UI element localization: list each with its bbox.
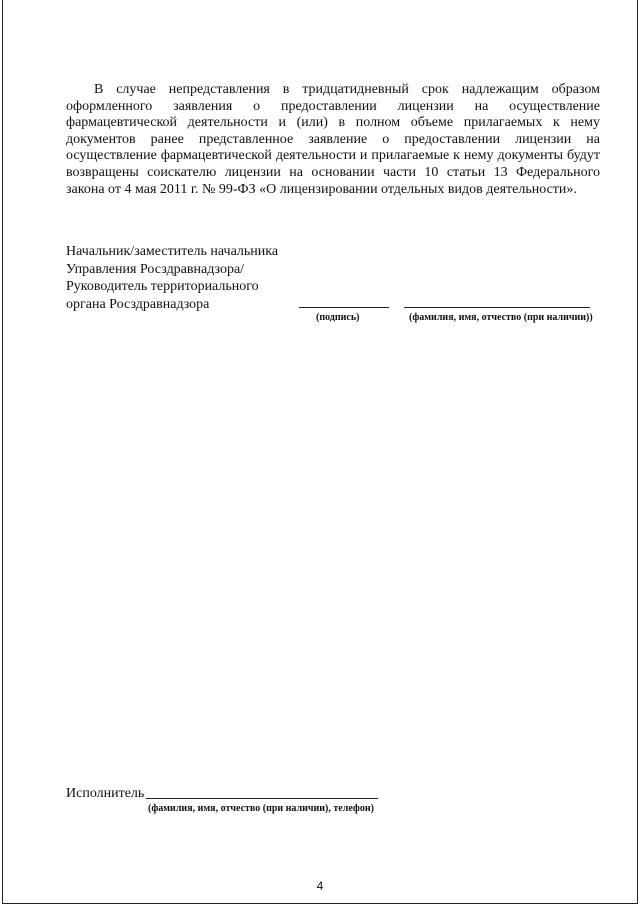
paragraph-line: документов ранее представленное заявление о предоставлении лицензии на — [66, 131, 600, 147]
signatory-title — [66, 243, 278, 313]
signature-line — [299, 307, 389, 308]
signatory-line: Начальник/заместитель начальника — [66, 244, 279, 259]
paragraph-line: оформленного заявления о предоставлении лицензии на осуществление — [66, 98, 600, 114]
name-line — [404, 307, 590, 308]
executor-caption: (фамилия, имя, отчество (при наличии), телефон) — [148, 803, 374, 814]
paragraph-line: В случае непредставления в тридцатидневный срок надлежащим образом — [94, 82, 600, 97]
paragraph-line: фармацевтической деятельности и (или) в полном объеме прилагаемых к нему — [66, 115, 600, 131]
signature-caption: (подпись) — [316, 312, 360, 323]
executor-line — [146, 798, 378, 799]
signatory-line: Руководитель территориального — [66, 279, 259, 294]
signatory-line: органа Росздравнадзора — [66, 296, 210, 312]
paragraph-line: осуществление фармацевтической деятельности и прилагаемые к нему документы будут — [66, 148, 600, 164]
signatory-line: Управления Росздравнадзора/ — [66, 261, 245, 277]
page-number: 4 — [316, 879, 324, 893]
paragraph-line: возвращены соискателю лицензии на основании части 10 статьи 13 Федерального — [66, 164, 600, 180]
name-caption: (фамилия, имя, отчество (при наличии)) — [409, 312, 593, 323]
paragraph-line: закона от 4 мая 2011 г. № 99-ФЗ «О лицензировании отдельных видов деятельности». — [66, 181, 577, 197]
executor-label: Исполнитель — [66, 786, 145, 801]
body-paragraph — [66, 82, 600, 198]
